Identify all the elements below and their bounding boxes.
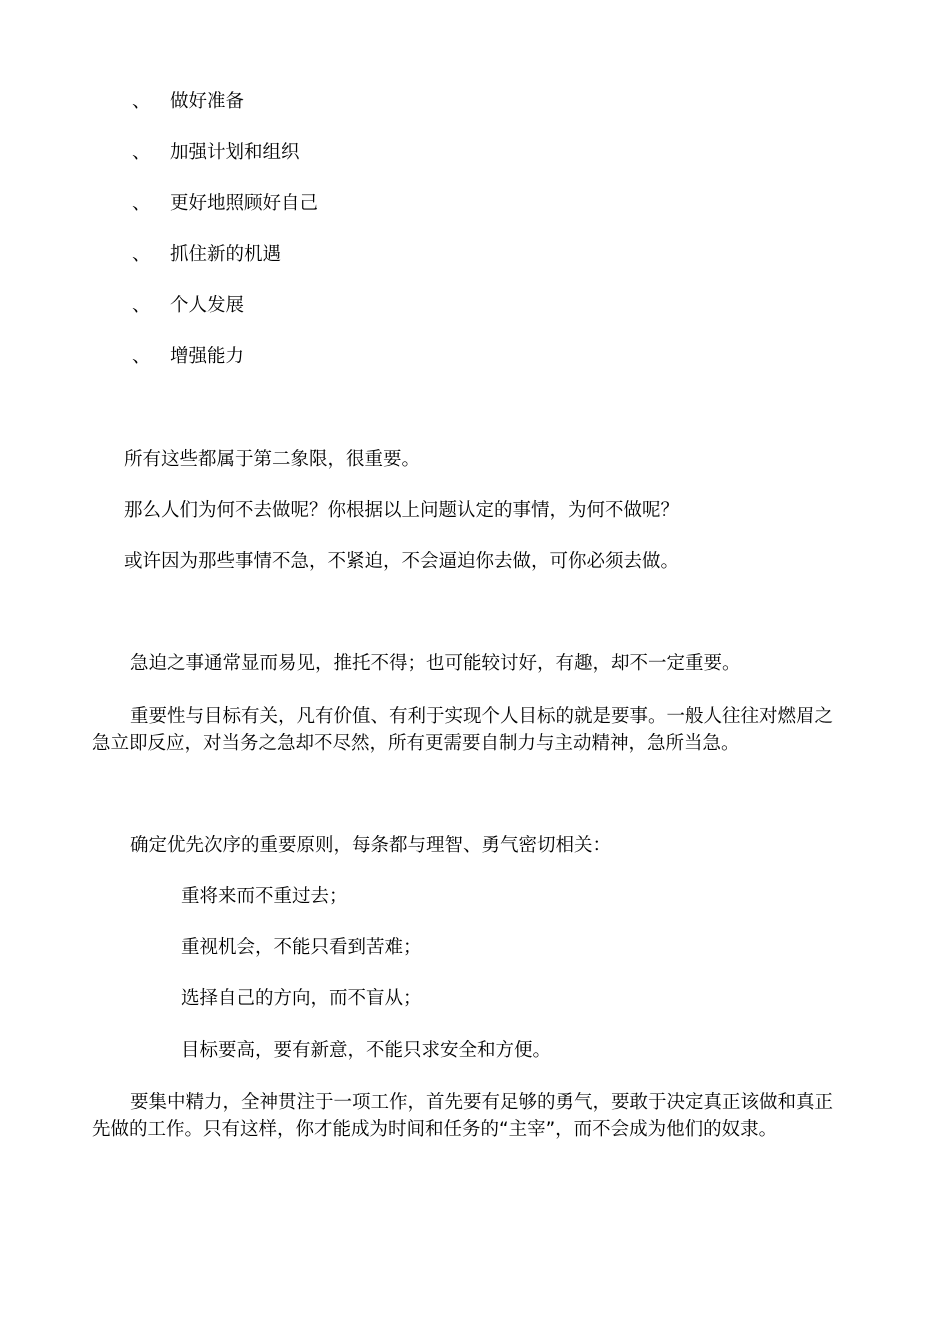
- bullet-mark: 、: [132, 346, 151, 367]
- list-item-text: 加强计划和组织: [170, 142, 300, 163]
- list-item: [132, 242, 281, 268]
- bullet-mark: 、: [132, 91, 151, 112]
- list-item-text: 更好地照顾好自己: [170, 193, 319, 214]
- paragraph-urgent-matters: 急迫之事通常显而易见，推托不得；也可能较讨好，有趣，却不一定重要。: [130, 653, 741, 674]
- paragraph-question: 那么人们为何不去做呢？你根据以上问题认定的事情，为何不做呢？: [124, 500, 680, 521]
- paragraph-focus-line2: 先做的工作。只有这样，你才能成为时间和任务的“主宰”，而不会成为他们的奴隶。: [92, 1119, 778, 1140]
- paragraph-focus-line1: 要集中精力，全神贯注于一项工作，首先要有足够的勇气，要敢于决定真正该做和真正: [130, 1092, 834, 1113]
- bullet-mark: 、: [132, 142, 151, 163]
- list-item: [132, 89, 244, 115]
- list-item-text: 增强能力: [170, 346, 245, 367]
- bullet-mark: 、: [132, 193, 151, 214]
- list-item: [132, 140, 300, 166]
- list-item-text: 做好准备: [170, 91, 245, 112]
- paragraph-priority-principles: 确定优先次序的重要原则，每条都与理智、勇气密切相关：: [130, 835, 612, 856]
- principle-item: 选择自己的方向，而不盲从；: [181, 988, 422, 1009]
- principle-item: 重将来而不重过去；: [181, 886, 348, 907]
- bullet-mark: 、: [132, 244, 151, 265]
- paragraph-not-urgent: 或许因为那些事情不急，不紧迫，不会逼迫你去做，可你必须去做。: [124, 551, 680, 572]
- list-item-text: 个人发展: [170, 295, 245, 316]
- paragraph-quadrant: 所有这些都属于第二象限，很重要。: [124, 449, 421, 470]
- principle-item: 重视机会，不能只看到苦难；: [181, 937, 422, 958]
- principle-item: 目标要高，要有新意，不能只求安全和方便。: [181, 1040, 552, 1061]
- list-item-text: 抓住新的机遇: [170, 244, 282, 265]
- paragraph-importance-line1: 重要性与目标有关，凡有价值、有利于实现个人目标的就是要事。一般人往往对燃眉之: [130, 706, 834, 727]
- bullet-mark: 、: [132, 295, 151, 316]
- list-item: [132, 344, 244, 370]
- paragraph-importance-line2: 急立即反应，对当务之急却不尽然，所有更需要自制力与主动精神，急所当急。: [92, 733, 740, 754]
- list-item: [132, 293, 244, 319]
- list-item: [132, 191, 318, 217]
